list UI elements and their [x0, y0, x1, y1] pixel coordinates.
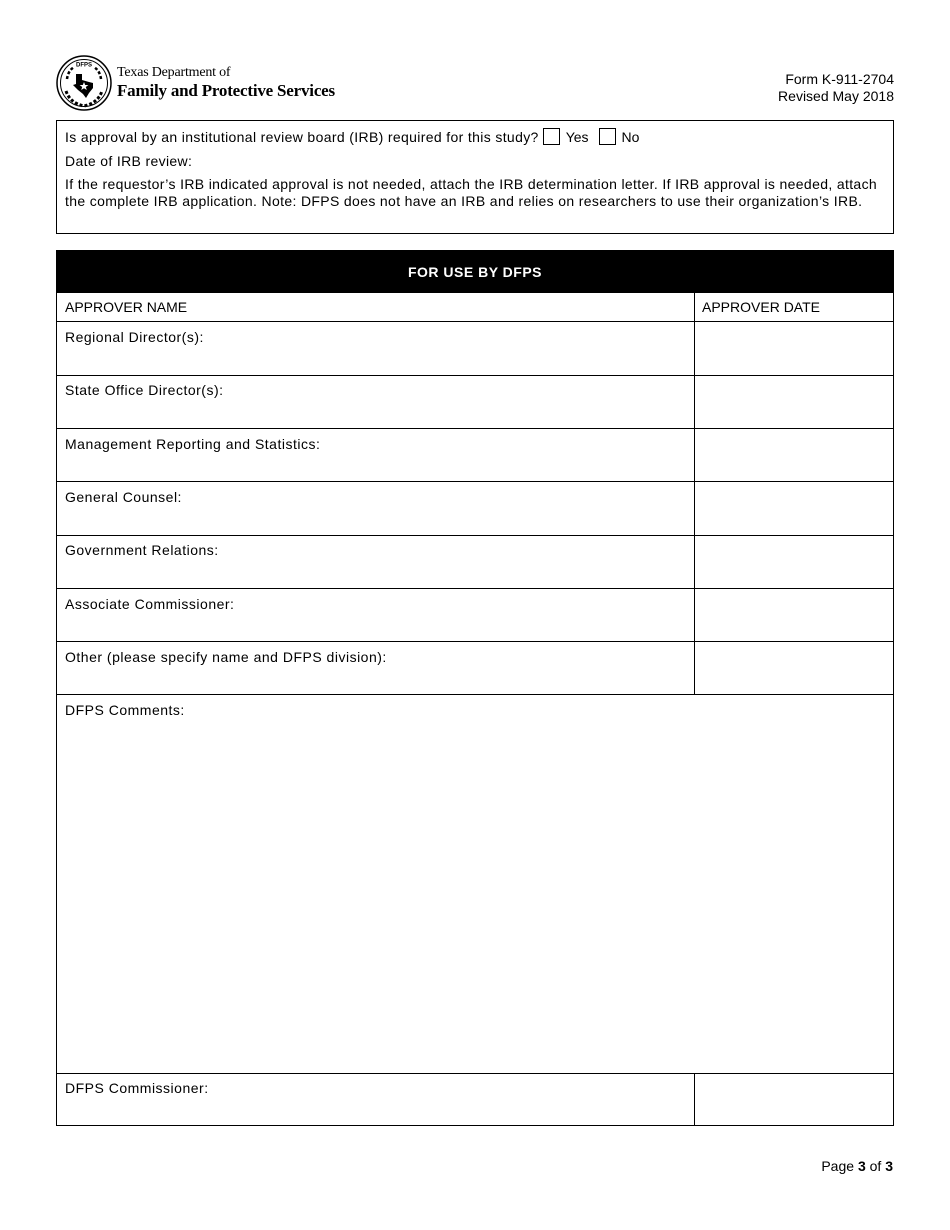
irb-instructions: If the requestor’s IRB indicated approval is not needed, attach the IRB determination letter. If IRB approval is needed, attach the complete IRB application. Note: DFPS does not have an IRB and relies on researchers to use their organization’s IRB.	[65, 176, 878, 209]
row-divider	[57, 321, 893, 322]
row-divider	[57, 694, 893, 695]
irb-no-label: No	[621, 128, 640, 145]
current-page: 3	[857, 1158, 866, 1174]
approver-row-associate-commissioner[interactable]: Associate Commissioner:	[65, 596, 235, 612]
dfps-comments-field[interactable]: DFPS Comments:	[65, 702, 185, 718]
approver-row-management-reporting[interactable]: Management Reporting and Statistics:	[65, 436, 321, 452]
irb-yes-checkbox[interactable]	[543, 128, 560, 145]
irb-no-checkbox[interactable]	[599, 128, 616, 145]
form-identifier	[778, 71, 894, 105]
row-divider	[57, 535, 893, 536]
approver-row-government-relations[interactable]: Government Relations:	[65, 542, 219, 558]
dfps-approval-table	[56, 250, 894, 1126]
page-header	[56, 55, 894, 113]
approver-row-state-office-director[interactable]: State Office Director(s):	[65, 382, 224, 398]
irb-question: Is approval by an institutional review board (IRB) required for this study?	[65, 128, 539, 145]
agency-line-2: Family and Protective Services	[117, 81, 335, 100]
approver-name-header: APPROVER NAME	[65, 299, 188, 315]
column-divider	[694, 293, 695, 694]
agency-name	[117, 65, 335, 101]
irb-date-field[interactable]: Date of IRB review:	[65, 153, 193, 169]
svg-text:DFPS: DFPS	[75, 62, 93, 69]
page-number: Page 3 of 3	[821, 1158, 893, 1174]
irb-yes-label: Yes	[565, 128, 589, 145]
approver-row-general-counsel[interactable]: General Counsel:	[65, 489, 182, 505]
row-divider	[57, 375, 893, 376]
approver-row-regional-director[interactable]: Regional Director(s):	[65, 329, 204, 345]
row-divider	[57, 1073, 893, 1074]
approver-row-other[interactable]: Other (please specify name and DFPS division):	[65, 649, 387, 665]
form-number: Form K-911-2704	[785, 71, 894, 87]
row-divider	[57, 428, 893, 429]
dfps-seal-logo	[56, 55, 112, 111]
row-divider	[57, 641, 893, 642]
agency-line-1: Texas Department of	[117, 65, 231, 80]
column-divider	[694, 1073, 695, 1125]
irb-question-row	[65, 128, 645, 145]
dfps-commissioner-field[interactable]: DFPS Commissioner:	[65, 1080, 209, 1096]
approver-date-header: APPROVER DATE	[702, 299, 820, 315]
row-divider	[57, 588, 893, 589]
irb-section	[56, 120, 894, 234]
total-pages: 3	[885, 1158, 893, 1174]
dfps-section-title: FOR USE BY DFPS	[57, 251, 893, 293]
row-divider	[57, 481, 893, 482]
revision-date: Revised May 2018	[778, 88, 894, 104]
